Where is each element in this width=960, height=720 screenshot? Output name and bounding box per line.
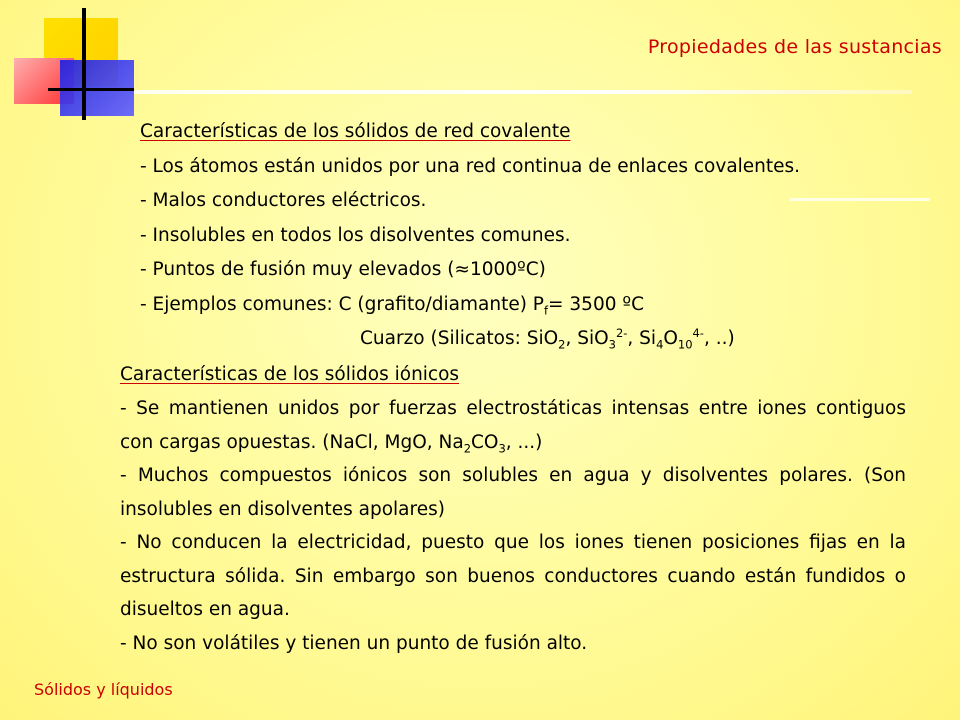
ionic-paragraph-3: - No conducen la electricidad, puesto que los iones tienen posiciones fijas en la estructura sólida. Sin embargo son buenos conductores cuando están fundidos o disueltos en agua. [120,532,906,620]
ionic-section [120,358,906,660]
covalent-item-6: Cuarzo (Silicatos: SiO$_2$, SiO$_3^{2-}$, $Si_4O_{10}^{4-}$, ..) [360,325,735,352]
covalent-item-3: - Insolubles en todos los disolventes comunes. [140,224,571,246]
horizontal-line [48,88,134,91]
footer-label: Sólidos y líquidos [34,680,173,699]
covalent-item-1: - Los átomos están unidos por una red continua de enlaces covalentes. [140,155,801,177]
ionic-heading: Características de los sólidos iónicos [120,364,460,385]
ionic-paragraph-1: - Se mantienen unidos por fuerzas electrostáticas intensas entre iones contiguos con cargas opuestas. (NaCl, MgO, $Na_2CO_3$, ...) [120,398,906,456]
covalent-heading: Características de los sólidos de red covalente [140,121,571,142]
title-rule [134,90,912,94]
covalent-section [140,115,940,357]
ionic-paragraph-2: - Muchos compuestos iónicos son solubles en agua y disolventes polares. (Son insolubles en disolventes apolares) [120,465,906,520]
ionic-paragraph-4: - No son volátiles y tienen un punto de fusión alto. [120,632,588,654]
covalent-item-2: - Malos conductores eléctricos. [140,190,427,211]
page-title: Propiedades de las sustancias [647,36,942,58]
covalent-item-4: - Puntos de fusión muy elevados (≈1000ºC) [140,259,546,280]
vertical-line [82,8,86,120]
decorative-logo [0,0,140,130]
covalent-item-5: - Ejemplos comunes: C (grafito/diamante) $P_f= 3500$ ºC [140,293,644,318]
